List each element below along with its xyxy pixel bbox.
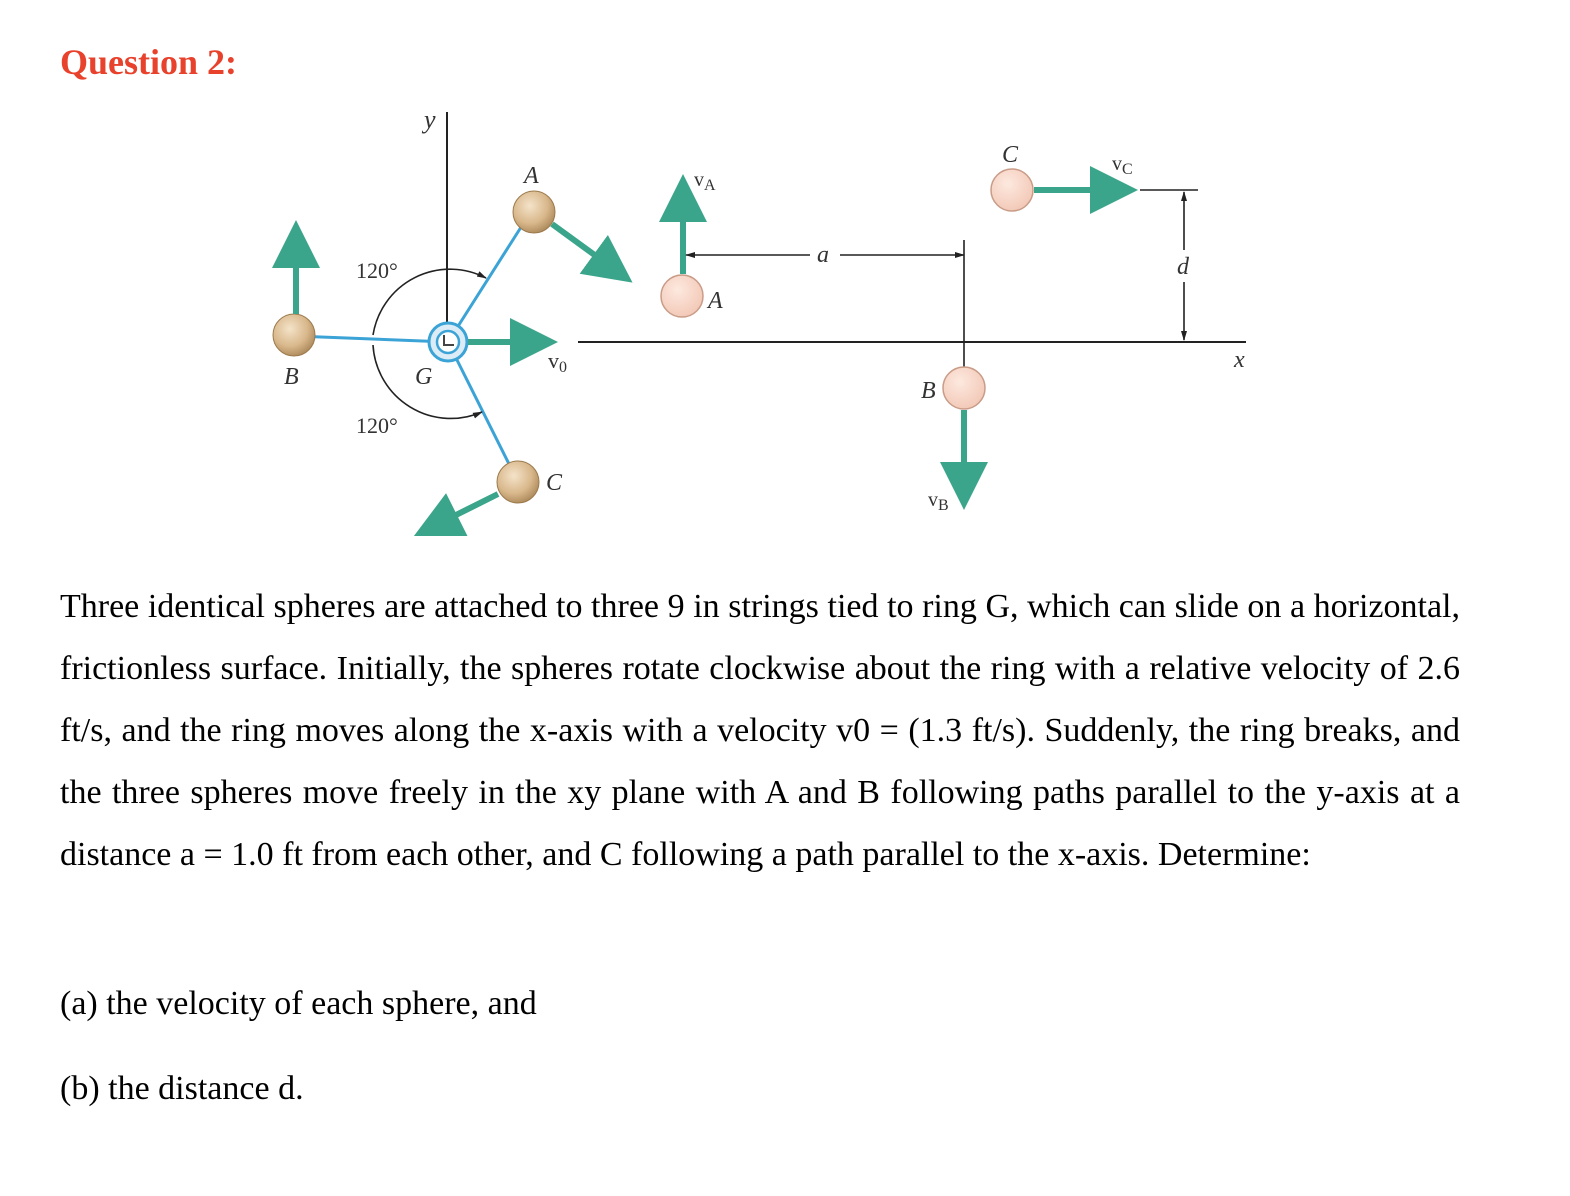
problem-statement: Three identical spheres are attached to three 9 in strings tied to ring G, which can slide on a horizontal, frictionless surface. Initially, the spheres rotate clockwise about the ring with a relative velocity of 2.6 ft/s, and the ring moves along the x-axis with a velocity v0 = (1.3 ft/s). Suddenly, the ring breaks, and the three spheres move freely in the xy plane with A and B following paths parallel to the y-axis at a distance a = 1.0 ft from each other, and C following a path parallel to the x-axis. Determine: (60, 588, 1460, 873)
label-g: G (415, 364, 433, 390)
label-va: $v_A$ (694, 169, 716, 194)
label-b-left: B (284, 364, 299, 390)
label-c-right: C (1002, 142, 1019, 168)
string-a (448, 213, 530, 342)
label-a-right: A (708, 288, 723, 314)
label-b-right: B (921, 378, 936, 404)
sphere-c-right (991, 169, 1033, 211)
label-c-left: C (546, 470, 563, 496)
part-a: (a) the velocity of each sphere, and (60, 985, 537, 1022)
left-figure (273, 105, 618, 528)
sphere-a-right (661, 275, 703, 317)
problem-figure (0, 0, 1570, 560)
angle-label-top: 120° (356, 258, 398, 283)
label-y: y (424, 105, 436, 134)
label-a-left: A (524, 163, 539, 189)
sphere-a (513, 191, 555, 233)
label-v0: v0 (548, 348, 567, 376)
string-b (295, 336, 448, 342)
angle-label-bottom: 120° (356, 413, 398, 438)
label-vc: $v_C$ (1112, 153, 1133, 178)
ring-g-inner (437, 331, 459, 353)
string-c (448, 342, 518, 482)
label-d: d (1177, 254, 1189, 280)
arrow-c-left (430, 494, 498, 528)
sphere-b (273, 314, 315, 356)
label-vb: $v_B$ (928, 489, 949, 514)
sphere-b-right (943, 367, 985, 409)
sphere-c (497, 461, 539, 503)
part-b: (b) the distance d. (60, 1070, 304, 1107)
right-figure (578, 142, 1246, 514)
question-title: Question 2: (60, 42, 238, 82)
arrow-a-left (552, 224, 618, 272)
label-x: x (1234, 347, 1245, 373)
label-a-dim: a (817, 242, 829, 268)
